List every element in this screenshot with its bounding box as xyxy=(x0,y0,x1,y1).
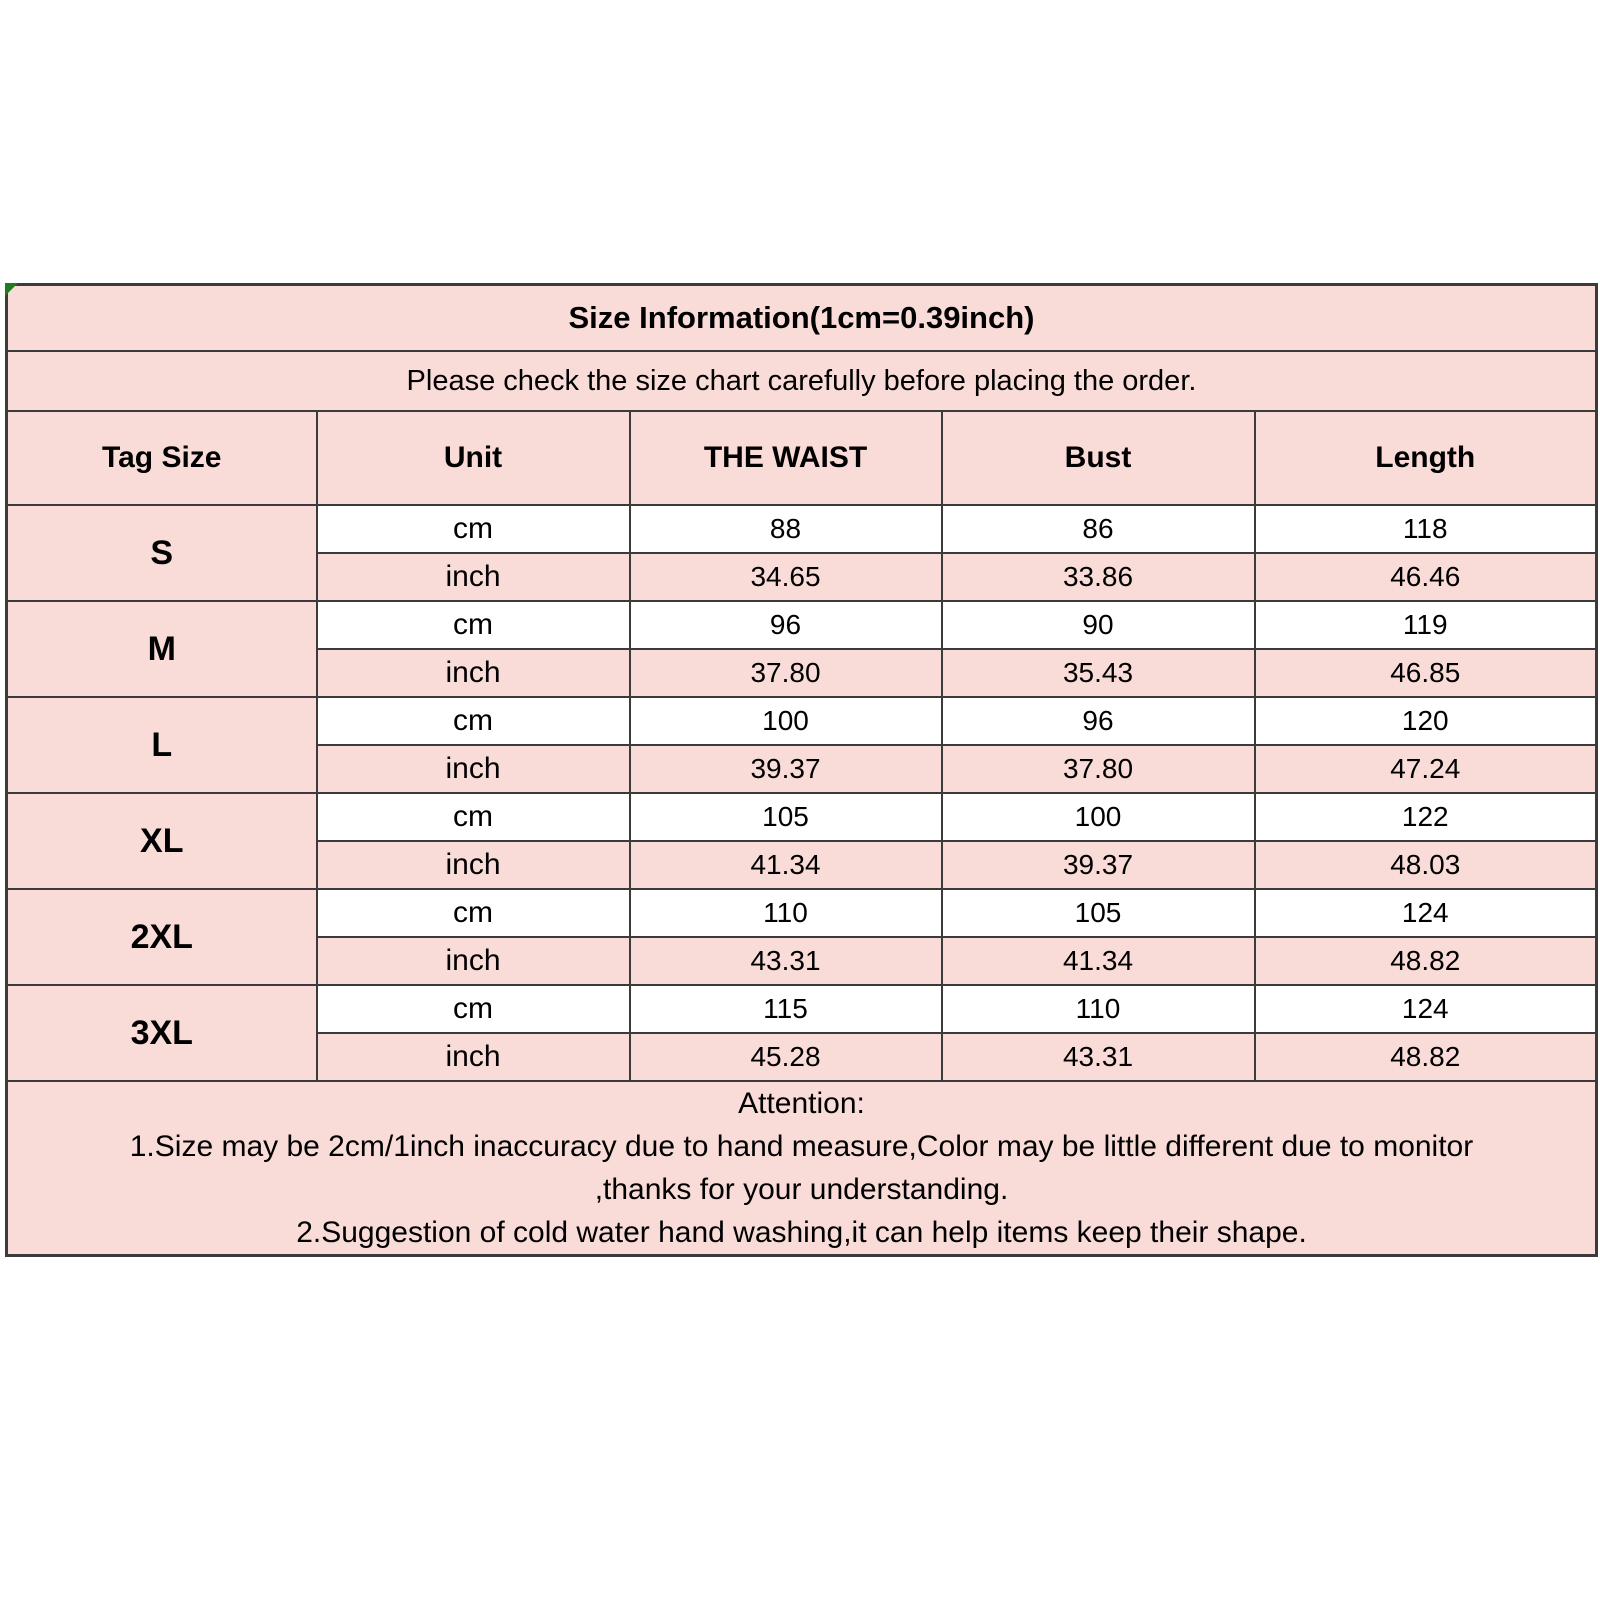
tag-size-cell: 2XL xyxy=(7,889,317,985)
value-cell: 45.28 xyxy=(630,1033,942,1081)
value-cell: 124 xyxy=(1255,889,1597,937)
value-cell: 110 xyxy=(942,985,1255,1033)
value-cell: 37.80 xyxy=(942,745,1255,793)
unit-cell: cm xyxy=(317,889,630,937)
value-cell: 47.24 xyxy=(1255,745,1597,793)
value-cell: 46.46 xyxy=(1255,553,1597,601)
value-cell: 35.43 xyxy=(942,649,1255,697)
value-cell: 37.80 xyxy=(630,649,942,697)
value-cell: 33.86 xyxy=(942,553,1255,601)
value-cell: 96 xyxy=(630,601,942,649)
value-cell: 100 xyxy=(942,793,1255,841)
tag-size-cell: S xyxy=(7,505,317,601)
value-cell: 43.31 xyxy=(942,1033,1255,1081)
size-chart-table xyxy=(5,283,1598,1257)
column-header-length: Length xyxy=(1255,411,1597,505)
value-cell: 48.03 xyxy=(1255,841,1597,889)
table-title: Size Information(1cm=0.39inch) xyxy=(7,285,1597,352)
column-header-bust: Bust xyxy=(942,411,1255,505)
unit-cell: cm xyxy=(317,697,630,745)
value-cell: 88 xyxy=(630,505,942,553)
corner-marker-icon xyxy=(5,283,18,296)
unit-cell: inch xyxy=(317,1033,630,1081)
table-row xyxy=(7,889,1597,937)
value-cell: 100 xyxy=(630,697,942,745)
value-cell: 48.82 xyxy=(1255,937,1597,985)
value-cell: 105 xyxy=(942,889,1255,937)
attention-note xyxy=(7,1081,1597,1256)
value-cell: 119 xyxy=(1255,601,1597,649)
value-cell: 105 xyxy=(630,793,942,841)
table-row xyxy=(7,601,1597,649)
header-row xyxy=(7,411,1597,505)
value-cell: 118 xyxy=(1255,505,1597,553)
unit-cell: cm xyxy=(317,793,630,841)
value-cell: 41.34 xyxy=(630,841,942,889)
value-cell: 115 xyxy=(630,985,942,1033)
unit-cell: inch xyxy=(317,841,630,889)
column-header-unit: Unit xyxy=(317,411,630,505)
title-row xyxy=(7,285,1597,352)
value-cell: 96 xyxy=(942,697,1255,745)
value-cell: 124 xyxy=(1255,985,1597,1033)
size-chart-sheet xyxy=(5,283,1595,1257)
attention-line: 2.Suggestion of cold water hand washing,it can help items keep their shape. xyxy=(296,1216,1307,1249)
tag-size-cell: L xyxy=(7,697,317,793)
value-cell: 120 xyxy=(1255,697,1597,745)
attention-heading: Attention: xyxy=(738,1087,865,1120)
unit-cell: cm xyxy=(317,505,630,553)
unit-cell: inch xyxy=(317,553,630,601)
column-header-waist: THE WAIST xyxy=(630,411,942,505)
attention-line: 1.Size may be 2cm/1inch inaccuracy due to hand measure,Color may be little different due to monitor xyxy=(129,1130,1474,1163)
table-row xyxy=(7,793,1597,841)
unit-cell: cm xyxy=(317,985,630,1033)
unit-cell: inch xyxy=(317,937,630,985)
value-cell: 39.37 xyxy=(942,841,1255,889)
tag-size-cell: 3XL xyxy=(7,985,317,1081)
table-row xyxy=(7,505,1597,553)
value-cell: 110 xyxy=(630,889,942,937)
value-cell: 41.34 xyxy=(942,937,1255,985)
unit-cell: cm xyxy=(317,601,630,649)
value-cell: 90 xyxy=(942,601,1255,649)
tag-size-cell: XL xyxy=(7,793,317,889)
table-row xyxy=(7,697,1597,745)
value-cell: 48.82 xyxy=(1255,1033,1597,1081)
attention-line: ,thanks for your understanding. xyxy=(594,1173,1009,1206)
unit-cell: inch xyxy=(317,649,630,697)
value-cell: 46.85 xyxy=(1255,649,1597,697)
value-cell: 86 xyxy=(942,505,1255,553)
table-row xyxy=(7,985,1597,1033)
column-header-tag-size: Tag Size xyxy=(7,411,317,505)
tag-size-cell: M xyxy=(7,601,317,697)
value-cell: 34.65 xyxy=(630,553,942,601)
table-subtitle: Please check the size chart carefully before placing the order. xyxy=(7,351,1597,411)
subtitle-row xyxy=(7,351,1597,411)
value-cell: 122 xyxy=(1255,793,1597,841)
value-cell: 39.37 xyxy=(630,745,942,793)
unit-cell: inch xyxy=(317,745,630,793)
attention-row xyxy=(7,1081,1597,1256)
value-cell: 43.31 xyxy=(630,937,942,985)
